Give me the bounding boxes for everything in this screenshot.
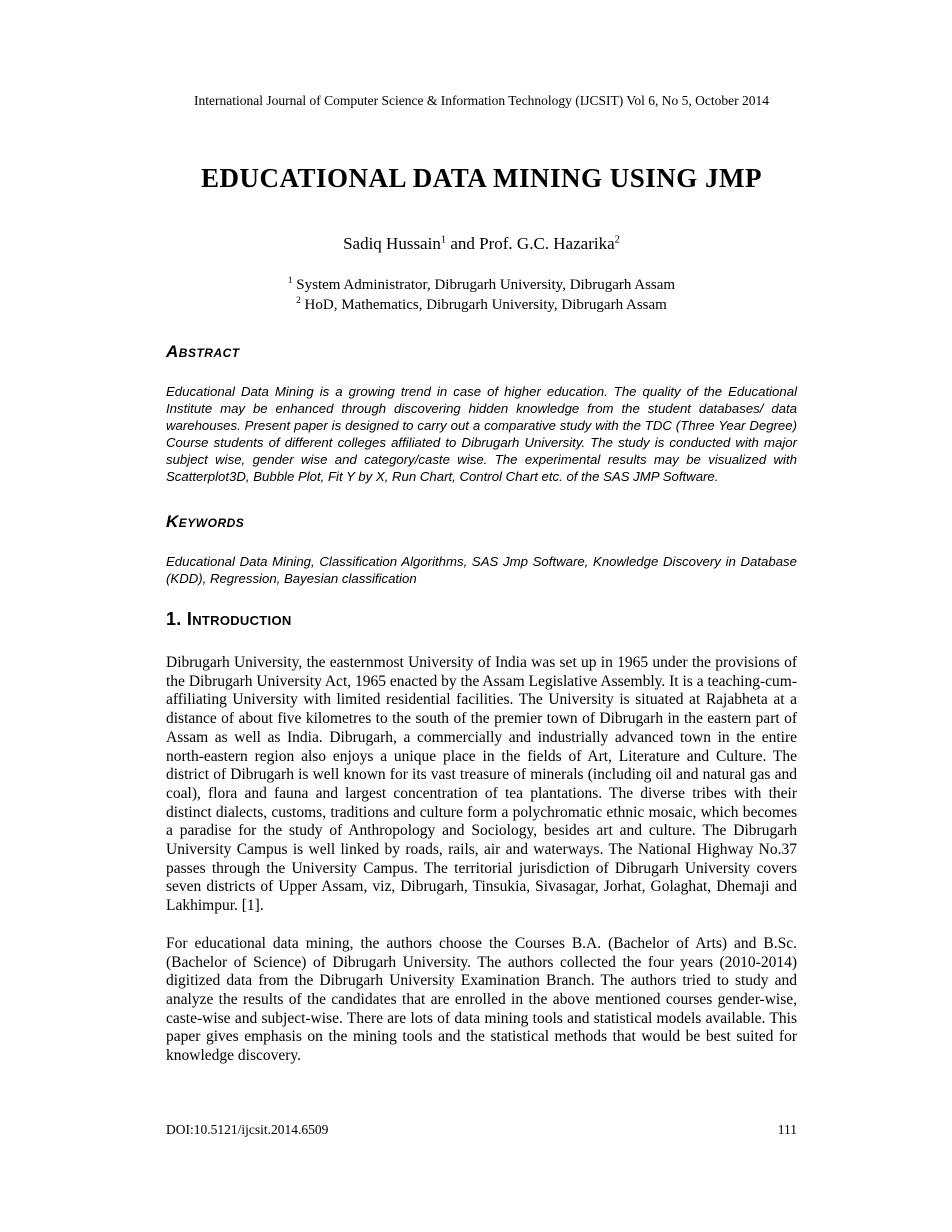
affiliation-superscript-1: 1 — [287, 276, 293, 286]
section-heading-keywords: Keywords — [166, 512, 245, 531]
author-superscript-1: 1 — [440, 234, 447, 246]
affiliation-superscript-2: 2 — [296, 296, 301, 306]
author-superscript-2: 2 — [614, 234, 620, 246]
section-heading-introduction: 1. Introduction — [166, 609, 292, 629]
page-footer — [166, 1122, 797, 1138]
section-heading-abstract: Abstract — [166, 342, 240, 361]
authors-connector: and — [446, 234, 480, 253]
abstract-text: Educational Data Mining is a growing trend in case of higher education. The quality of the Educational Institute may be enhanced through discovering hidden knowledge from the student databases/ data warehouses. Present paper is designed to carry out a comparative study with the TDC (Three Year Degree) Course students of different colleges affiliated to Dibrugarh University. The study is conducted with major subject wise, gender wise and category/caste wise. The experimental results may be visualized with Scatterplot3D, Bubble Plot, Fit Y by X, Run Chart, Control Chart etc. of the SAS JMP Software. — [166, 384, 797, 484]
affiliations-block — [166, 275, 797, 315]
intro-paragraph-2: For educational data mining, the authors choose the Courses B.A. (Bachelor of Arts) and B.Sc. (Bachelor of Science) of Dibrugarh University. The authors collected the four years (2010-2014) digitized data from the Dibrugarh University Examination Branch. The authors tried to study and analyze the results of the candidates that are enrolled in the above mentioned courses gender-wise, caste-wise and subject-wise. There are lots of data mining tools and statistical models available. This paper gives emphasis on the mining tools and the statistical methods that would be best suited for knowledge discovery. — [166, 934, 797, 1065]
affiliation-text-2: HoD, Mathematics, Dibrugarh University, Dibrugarh Assam — [300, 297, 667, 313]
affiliation-text-1: System Administrator, Dibrugarh University, Dibrugarh Assam — [292, 277, 676, 293]
author-name-1: Sadiq Hussain — [343, 234, 441, 253]
footer-doi: DOI:10.5121/ijcsit.2014.6509 — [166, 1122, 329, 1137]
intro-paragraph-1: Dibrugarh University, the easternmost University of India was set up in 1965 under the provisions of the Dibrugarh University Act, 1965 enacted by the Assam Legislative Assembly. It is a teaching-cum-affiliating University with limited residential facilities. The University is situated at Rajabheta at a distance of about five kilometres to the south of the premier town of Dibrugarh in the eastern part of Assam as well as India. Dibrugarh, a commercially and industrially advanced town in the entire north-eastern region also enjoys a unique place in the fields of Art, Literature and Culture. The district of Dibrugarh is well known for its vast treasure of minerals (including oil and natural gas and coal), flora and fauna and largest concentration of tea plantations. The diverse tribes with their distinct dialects, customs, traditions and culture form a polychromatic ethnic mosaic, which becomes a paradise for the study of Anthropology and Sociology, besides art and culture. The Dibrugarh University Campus is well linked by roads, rails, air and waterways. The National Highway No.37 passes through the University Campus. The territorial jurisdiction of Dibrugarh University covers seven districts of Upper Assam, viz, Dibrugarh, Tinsukia, Sivasagar, Jorhat, Golaghat, Dhemaji and Lakhimpur. [1]. — [166, 654, 797, 915]
affiliation-line-1 — [166, 275, 797, 295]
keywords-text: Educational Data Mining, Classification Algorithms, SAS Jmp Software, Knowledge Discovery in Database (KDD), Regression, Bayesian classification — [166, 554, 797, 586]
paper-page — [166, 0, 797, 1232]
journal-header: International Journal of Computer Science & Information Technology (IJCSIT) Vol 6, No 5, October 2014 — [194, 93, 769, 108]
paper-title: EDUCATIONAL DATA MINING USING JMP — [200, 163, 763, 193]
affiliation-line-2 — [166, 295, 797, 315]
footer-page-number: 111 — [777, 1122, 797, 1137]
authors-line — [166, 234, 797, 254]
author-name-2: Prof. G.C. Hazarika — [479, 234, 615, 253]
